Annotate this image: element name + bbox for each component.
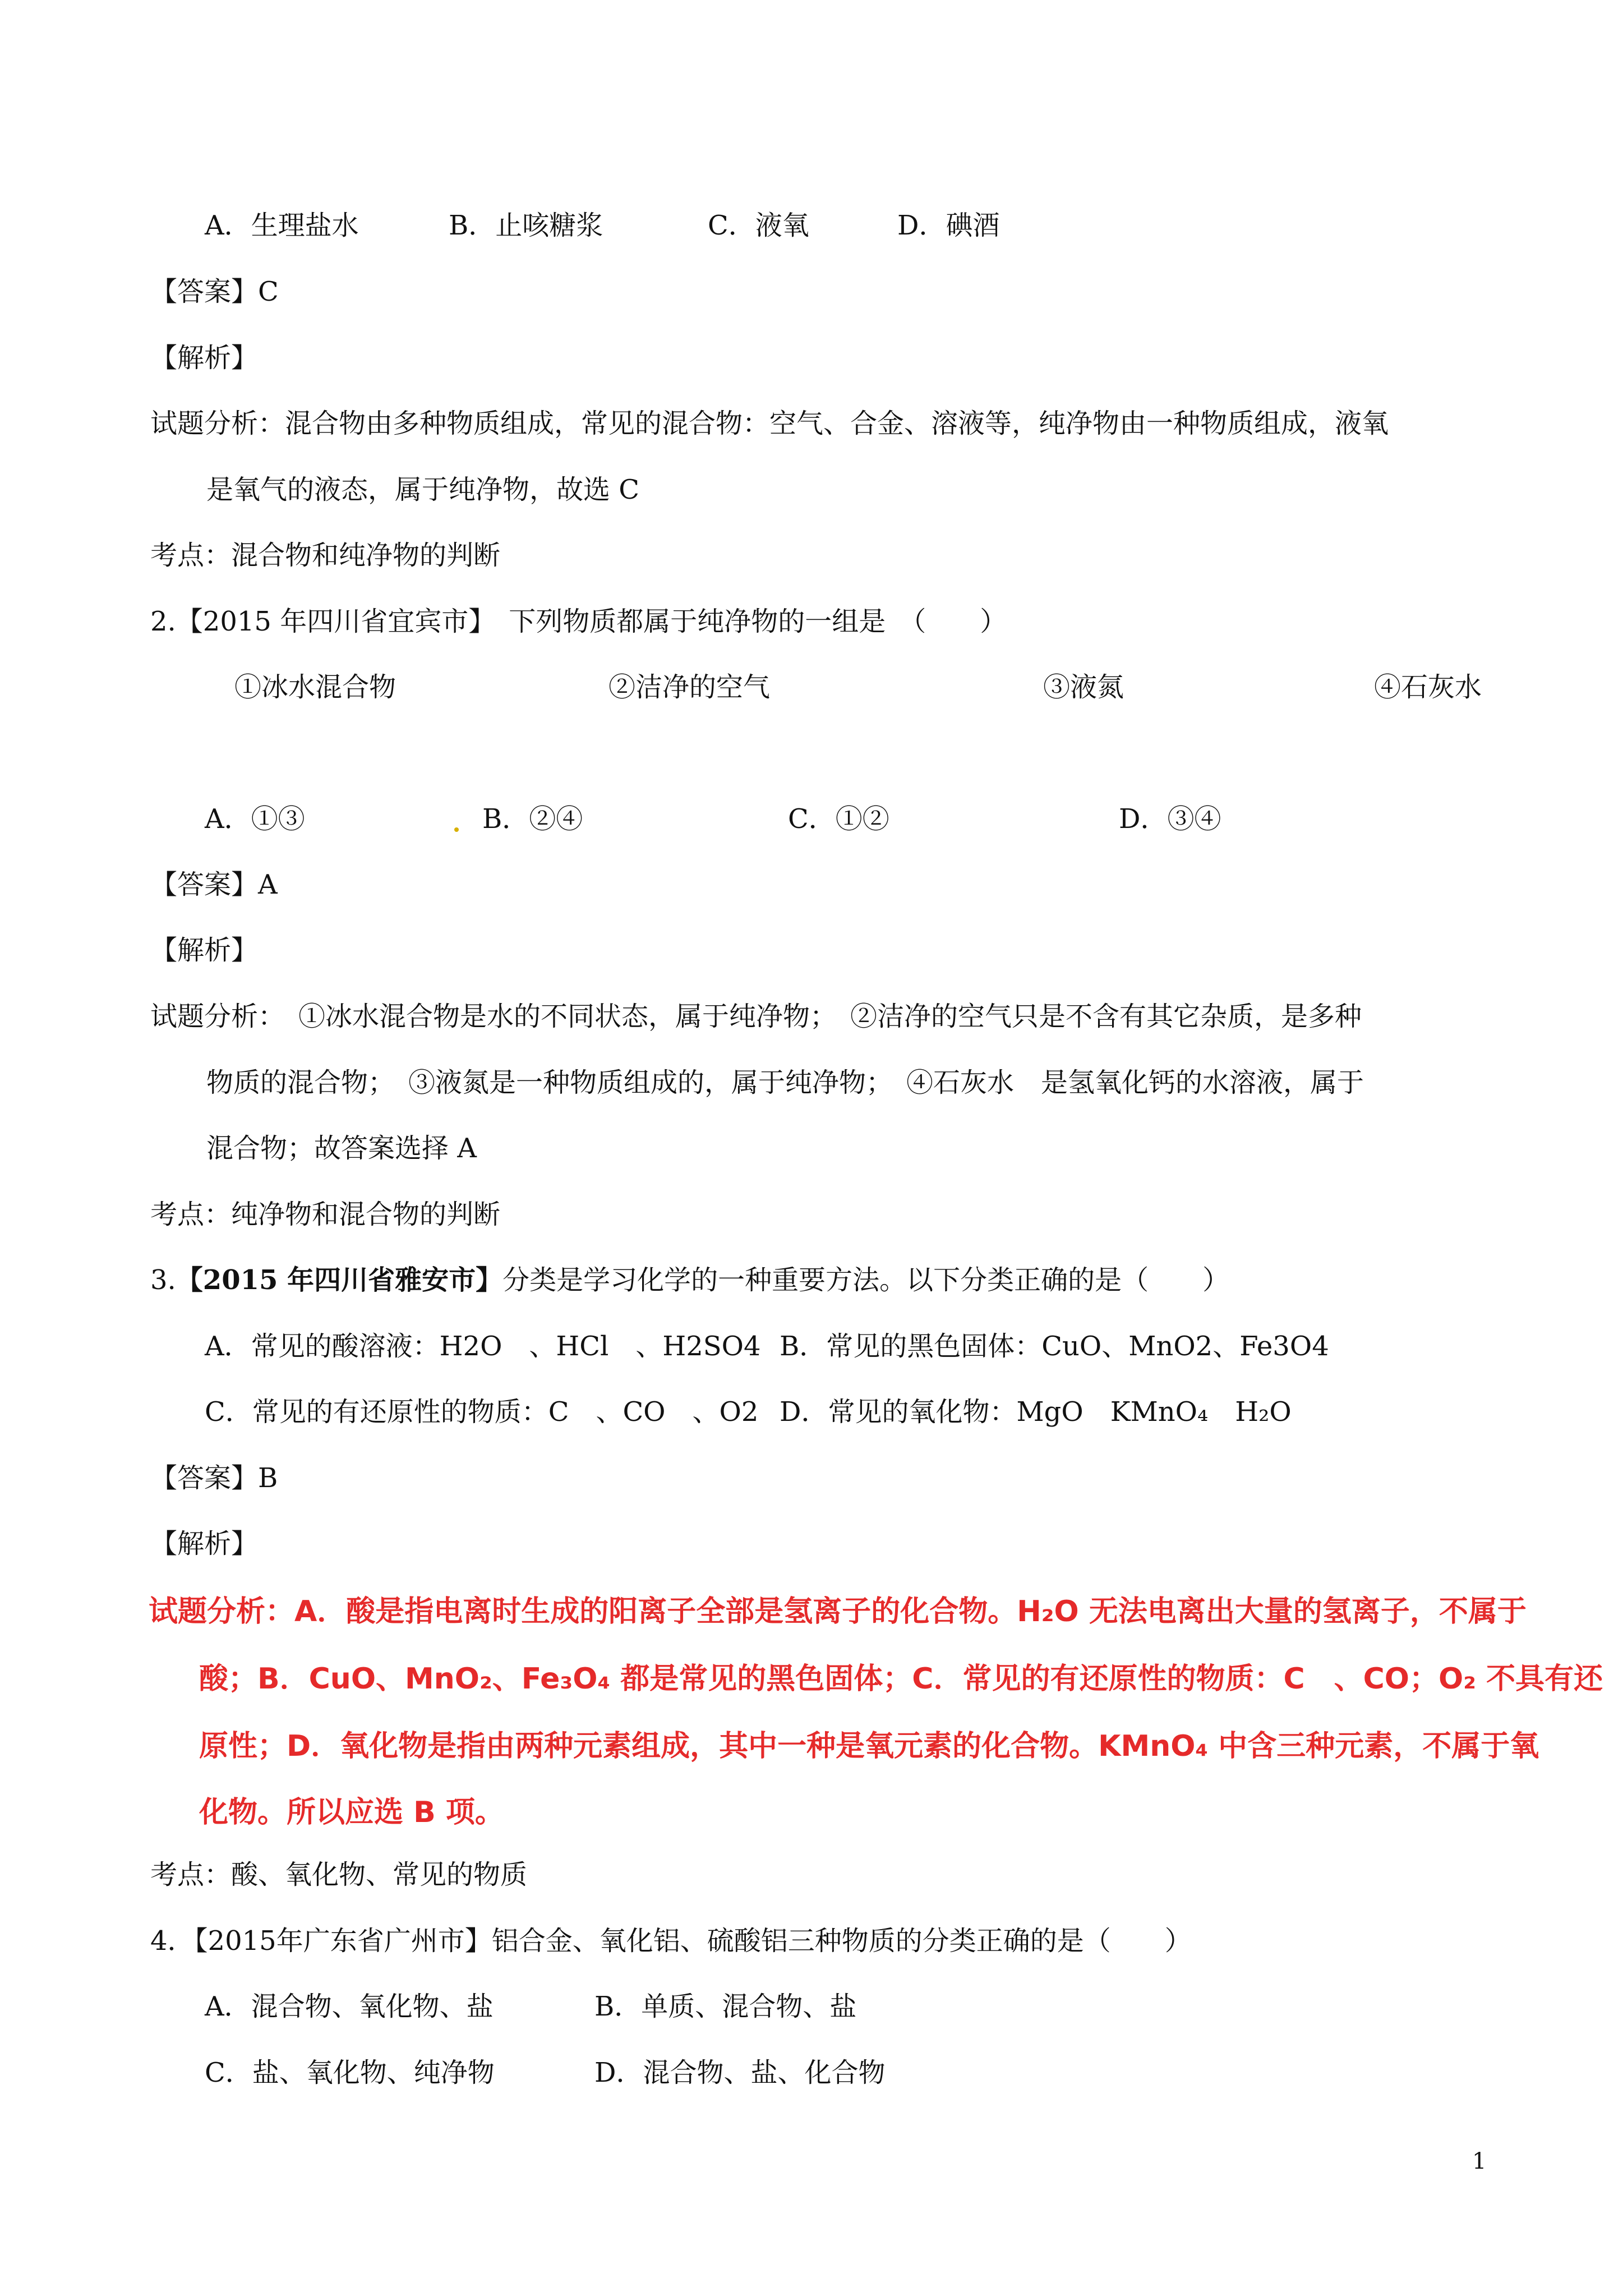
q3-option-c: C．常见的有还原性的物质：C 、CO 、O2 xyxy=(205,1396,759,1428)
q2-analysis-line2: 物质的混合物； ③液氮是一种物质组成的，属于纯净物； ④石灰水 是氢氧化钙的水溶液，属于 xyxy=(206,1067,1364,1098)
q3-analysis-line1: 试题分析：A．酸是指电离时生成的阳离子全部是氢离子的化合物。H₂O 无法电离出大量的氢离子，不属于 xyxy=(149,1595,1527,1628)
q4-option-a: A．混合物、氧化物、盐 xyxy=(205,1991,494,2022)
q2-item-4: ④石灰水 xyxy=(1374,671,1482,703)
q2-item-3: ③液氮 xyxy=(1043,671,1124,703)
q3-analysis-line2: 酸；B．CuO、MnO₂、Fe₃O₄ 都是常见的黑色固体；C．常见的有还原性的物质：C 、CO；O₂ 不具有还 xyxy=(199,1662,1603,1696)
q4-option-d: D．混合物、盐、化合物 xyxy=(594,2057,886,2088)
q2-answer: 【答案】A xyxy=(150,869,278,900)
q4-stem: 4．【2015年广东省广州市】铝合金、氧化铝、硫酸铝三种物质的分类正确的是（ ） xyxy=(150,1925,1192,1957)
stray-dot xyxy=(454,827,459,832)
q3-option-b: B．常见的黑色固体：CuO、MnO2、Fe3O4 xyxy=(780,1331,1329,1362)
q2-item-2: ②洁净的空气 xyxy=(608,671,771,703)
q3-answer: 【答案】B xyxy=(150,1462,278,1494)
q3-number: 3. xyxy=(150,1264,176,1296)
q2-kaodian: 考点：纯净物和混合物的判断 xyxy=(150,1199,501,1230)
q2-item-1: ①冰水混合物 xyxy=(234,671,396,703)
q3-analysis-line4: 化物。所以应选 B 项。 xyxy=(199,1796,504,1829)
q3-jiexi-label: 【解析】 xyxy=(150,1528,259,1559)
q1-option-a: A．生理盐水 xyxy=(205,210,359,241)
q1-analysis-line2: 是氧气的液态，属于纯净物，故选 C xyxy=(206,474,639,505)
q1-answer: 【答案】C xyxy=(150,276,279,307)
page-number: 1 xyxy=(1472,2148,1487,2174)
q3-option-d: D．常见的氧化物：MgO KMnO₄ H₂O xyxy=(780,1396,1292,1428)
q4-option-b: B．单质、混合物、盐 xyxy=(594,1991,857,2022)
q3-option-a: A．常见的酸溶液：H2O 、HCl 、H2SO4 xyxy=(205,1331,761,1362)
q3-analysis-line3: 原性；D．氧化物是指由两种元素组成，其中一种是氧元素的化合物。KMnO₄ 中含三种元素，不属于氧 xyxy=(199,1729,1539,1763)
q3-stem xyxy=(150,1263,1229,1297)
q1-option-b: B．止咳糖浆 xyxy=(449,210,603,241)
q2-jiexi-label: 【解析】 xyxy=(150,935,259,966)
q2-option-d: D．③④ xyxy=(1119,803,1221,835)
q2-analysis-line1: 试题分析： ①冰水混合物是水的不同状态，属于纯净物； ②洁净的空气只是不含有其它杂质，是多种 xyxy=(150,1001,1362,1032)
q3-source: 【2015 年四川省雅安市】 xyxy=(176,1264,503,1296)
q3-kaodian: 考点：酸、氧化物、常见的物质 xyxy=(150,1859,528,1890)
q1-option-d: D．碘酒 xyxy=(897,210,1000,241)
q3-question: 分类是学习化学的一种重要方法。以下分类正确的是（ ） xyxy=(502,1264,1230,1296)
q2-option-a: A．①③ xyxy=(205,803,305,835)
q2-option-c: C．①② xyxy=(788,803,889,835)
q2-stem: 2.【2015 年四川省宜宾市】 下列物质都属于纯净物的一组是 （ ） xyxy=(150,606,1007,637)
q2-analysis-line3: 混合物；故答案选择 A xyxy=(206,1133,477,1164)
q1-analysis-line1: 试题分析：混合物由多种物质组成，常见的混合物：空气、合金、溶液等，纯净物由一种物质组成，液氧 xyxy=(150,408,1389,439)
q4-option-c: C．盐、氧化物、纯净物 xyxy=(205,2057,495,2088)
q1-kaodian: 考点：混合物和纯净物的判断 xyxy=(150,540,501,571)
q2-option-b: B．②④ xyxy=(482,803,583,835)
q1-jiexi-label: 【解析】 xyxy=(150,342,259,374)
q1-option-c: C．液氧 xyxy=(708,210,809,241)
